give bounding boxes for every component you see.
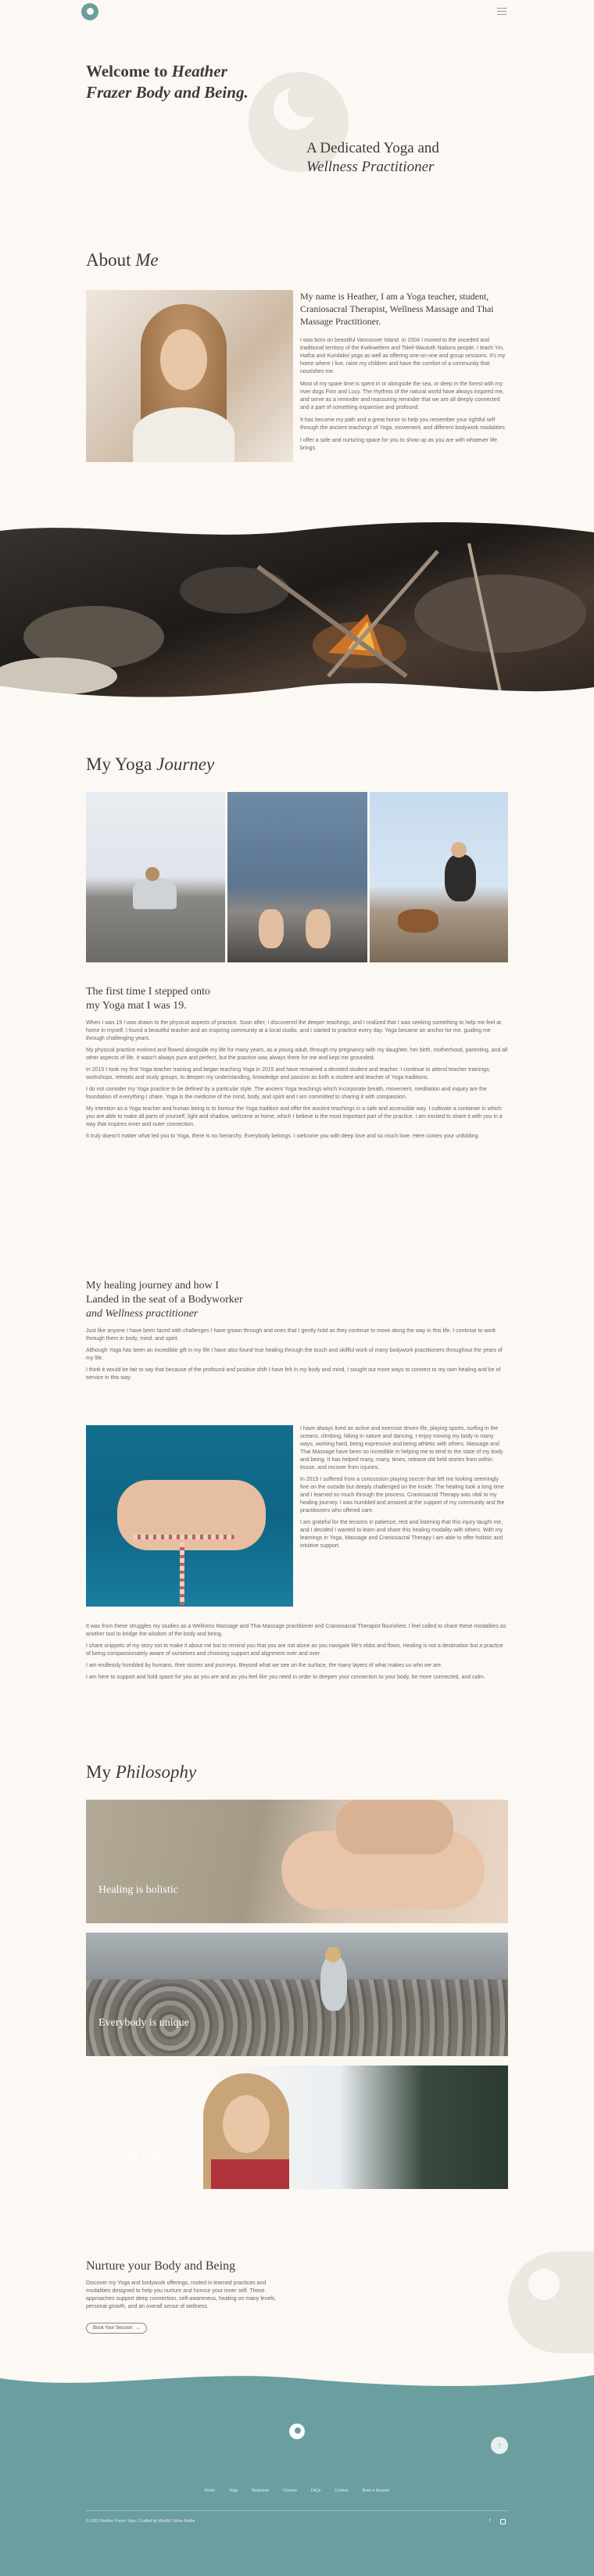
about-paragraph: Most of my spare time is spent in or alongside the sea, or deep in the forest with my river dogs Finn and Lucy. The rhythms of the natural world have always inspired me, and serve as a reminder and reassuring reminder that we are all deeply connected and a part of something expansive and profound. — [300, 382, 504, 410]
footer-copyright: © 2023 Heather Frazer Yoga | Crafted by Mindful Online Media — [86, 2519, 195, 2524]
healing-paragraph: I think it would be fair to say that because of the profound and positive shift I have felt in my body and mind, I sought out more ways to connect to my own healing and be of service in this way. — [86, 1367, 501, 1381]
book-session-label: Book Your Session — [93, 2326, 133, 2331]
philosophy-card-label: Healing is holistic — [98, 1884, 178, 1896]
healing-heading: My healing journey and how I Landed in the seat of a Bodyworker and Wellness practitioner — [86, 1280, 243, 1320]
nurture-decorative-circle — [508, 2252, 594, 2353]
nurture-title: Nurture your Body and Being — [86, 2259, 236, 2273]
footer-nav-yoga[interactable]: Yoga — [228, 2488, 238, 2493]
facebook-icon[interactable]: f — [489, 2519, 491, 2524]
instagram-icon[interactable] — [500, 2519, 506, 2524]
about-title: About Me — [86, 250, 159, 270]
philosophy-card-label: Curiosity is key — [98, 2150, 168, 2162]
philosophy-card-unique[interactable] — [86, 1933, 508, 2056]
healing-paragraph: I am grateful for the lessons in patience, rest and listening that this injury taught me, and I decided I wanted to learn and share this healing modality with others. With my learnings in Yoga, Massage and Craniosacral Therapy I am able to offer holistic and intuitive support. — [300, 1520, 503, 1549]
journey-text — [86, 985, 508, 1141]
hero-subtitle: A Dedicated Yoga and Wellness Practitioner — [306, 140, 439, 175]
campfire-banner-image — [0, 520, 594, 700]
footer-wave — [0, 2369, 594, 2392]
arrow-right-icon: → — [135, 2326, 141, 2331]
about-paragraph: I offer a safe and nurturing space for you to show up as you are with whatever life brings. — [300, 438, 498, 451]
journey-photo-feet — [227, 792, 367, 962]
about-heading: My name is Heather, I am a Yoga teacher, student, Craniosacral Therapist, Wellness Massage and Thai Massage Practitioner. — [300, 291, 494, 327]
journey-paragraph: In 2015 I took my first Yoga teacher training and began teaching Yoga in 2015 and have remained a devoted student and teacher. I continue to attend teacher trainings, workshops, retreats and study groups, to deepen my understanding, knowledge and passion as both a student and teacher of Yoga traditions. — [86, 1067, 491, 1080]
hero-title: Welcome to Heather Frazer Body and Being. — [86, 62, 249, 102]
journey-photo-beach-stretch — [86, 792, 225, 962]
healing-paragraph: I am endlessly humbled by humans, their stories and journeys. Beyond what we see on the surface, the many layers of what makes us who we are. — [86, 1663, 443, 1668]
healing-paragraph: Although Yoga has been an incredible gift in my life I have also found true healing through the touch and skillful work of many bodywork practitioners throughout the years of my life. — [86, 1348, 503, 1361]
about-paragraph: I was born on beautiful Vancouver Island. In 2004 I moved to the unceded and traditional territory of the Kwikwetlem and Tsleil-Waututh Nations people. I teach Yin, Hatha and Kundalini yoga as well as offering one-on-one and group sessions. It's my home where I live, raise my children and have the comfort of a community that nourishes me. — [300, 338, 506, 374]
healing-paragraph: Just like anyone I have been faced with challenges I have grown through and ones that I gently hold as they continue to move along the way in this life. I continue to work through them in body, mind, and spirit. — [86, 1328, 496, 1342]
healing-mala-beads-photo — [86, 1425, 293, 1607]
book-session-button[interactable] — [86, 2323, 147, 2334]
journey-paragraph: When I was 19 I was drawn to the physical aspects of practice. Soon after, I discovered the deeper teachings, and I realized that I was seeking something to help me feel at home in myself. I found a beautiful teacher and an inspiring community at a local studio, and I started to practice every day. Yoga became an anchor for me, guiding me through challenging years. — [86, 1020, 502, 1041]
site-footer — [0, 2391, 594, 2576]
healing-paragraph: In 2015 I suffered from a concussion playing soccer that left me looking seemingly fine on the outside but deeply challenged on the inside. The healing took a long time and I learned so much through the process. Craniosacral Therapy was vital to my healing journey. I was humbled and amazed at the support of my community and the practitioners who offered care. — [300, 1477, 505, 1514]
hamburger-menu-icon[interactable] — [497, 8, 506, 15]
arrow-up-icon: ↑ — [497, 2441, 502, 2450]
scroll-to-top-button[interactable] — [491, 2437, 508, 2454]
footer-nav-contact[interactable]: Contact — [335, 2488, 349, 2493]
philosophy-card-label: Everybody is unique — [98, 2017, 189, 2029]
healing-paragraph: I am here to support and hold space for you as you are and as you feel like you need in order to deepen your connection to your body, be more connected, and calm. — [86, 1675, 485, 1680]
about-text — [300, 290, 508, 453]
philosophy-title: My Philosophy — [86, 1762, 197, 1782]
journey-paragraph: It truly doesn't matter what led you to Yoga, there is no hierarchy. Everybody belongs. I welcome you with deep love and so much love. Here comes your unfolding. — [86, 1134, 480, 1139]
nurture-section — [86, 2259, 289, 2334]
footer-nav-classes[interactable]: Classes — [283, 2488, 297, 2493]
journey-paragraph: I do not consider my Yoga practice to be defined by a particular style. The ancient Yoga teachings which incorporate breath, movement, meditation and inquiry are the foundation of everything I share. Yoga is the medicine of the mind, body, and spirit and I am committed to sharing it with compassion. — [86, 1087, 487, 1100]
philosophy-card-curiosity[interactable] — [86, 2065, 508, 2189]
footer-divider — [86, 2510, 508, 2511]
healing-intro — [86, 1279, 508, 1382]
healing-paragraph: It was from these struggles my studies as a Wellness Massage and Thai Massage practitioner and Craniosacral Therapist flourished. I feel called to share these modalities as another tool to bridge the wisdom of the body and being. — [86, 1624, 506, 1637]
nurture-text: Discover my Yoga and bodywork offerings, rooted in learned practices and modalities designed to help you nurture and honour your inner self. These approaches support deep connection, self-awareness, healing on many levels, personal growth, and an overall sense of wellness. — [86, 2280, 277, 2309]
philosophy-card-holistic[interactable] — [86, 1800, 508, 1923]
about-portrait-photo — [86, 290, 293, 462]
footer-nav-home[interactable]: Home — [204, 2488, 215, 2493]
site-logo[interactable] — [81, 3, 98, 20]
journey-title: My Yoga Journey — [86, 754, 215, 774]
healing-outro — [86, 1623, 508, 1682]
journey-photo-dog-rock — [370, 792, 508, 962]
journey-paragraph: My intention as a Yoga teacher and human being is to honour the Yoga tradition and offer the ancient teachings in a safe and accessible way. I cultivate a container in which you are able to make all parts of yourself, light and shadow, welcome at home, which I believe is the most important part of the practice. I am excited to share it with you in a way that inspires inner and outer connection. — [86, 1106, 503, 1127]
healing-paragraph: I have always lived an active and exercise driven life, playing sports, surfing in the oceans, climbing, hiking in nature and dancing. I enjoy moving my body in many ways, working hard, being expressive and being athletic with others. Massage and Thai Massage have been so incredible in helping me to tend to the state of my body and being. It has helped many, many, times, release old held stories from within tissue, and recover from injuries. — [300, 1426, 503, 1471]
footer-logo[interactable] — [289, 2424, 305, 2439]
about-paragraph: It has become my path and a great honor to help you remember your rightful self through the ancient teachings of Yoga, movement, and different bodywork modalities. — [300, 417, 506, 431]
footer-nav-book[interactable]: Book a Session — [362, 2488, 390, 2493]
footer-nav-faqs[interactable]: FAQs — [310, 2488, 321, 2493]
journey-paragraph: My physical practice evolved and flowed alongside my life for many years, as a young adult, through my pregnancy with my daughter, her birth, motherhood, parenting, and all other aspects of life. It wasn't always pure and perfect, but the practice was always there for me and kept me grounded. — [86, 1048, 508, 1061]
journey-heading: The first time I stepped onto my Yoga mat I was 19. — [86, 986, 211, 1012]
footer-nav-bodywork[interactable]: Bodywork — [252, 2488, 270, 2493]
healing-paragraph: I share snippets of my story not to make it about me but to remind you that you are not alone as you navigate life's ebbs and flows. Healing is not a destination but a practice of being compassionately aware of ourselves and choosing support and alignment over and over. — [86, 1643, 503, 1657]
healing-side-text — [300, 1425, 508, 1550]
footer-nav — [0, 2488, 594, 2493]
